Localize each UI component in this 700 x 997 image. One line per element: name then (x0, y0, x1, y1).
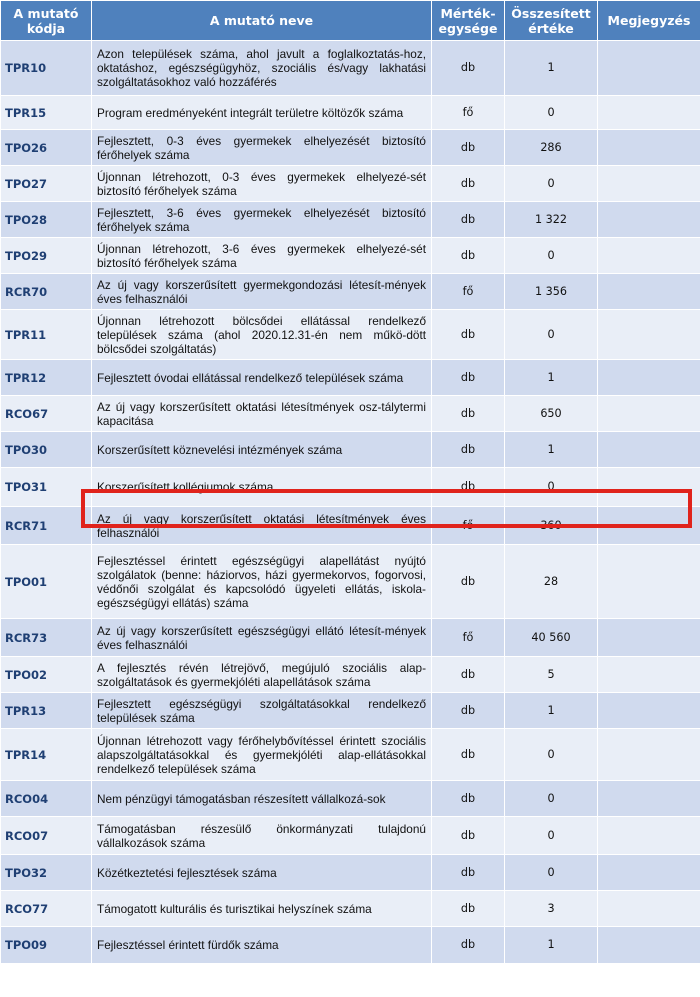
row-unit: fő (432, 507, 505, 545)
row-code: RCO07 (1, 817, 92, 855)
row-name: Fejlesztett, 0-3 éves gyermekek elhelyezését biztosító férőhelyek száma (92, 130, 432, 166)
header-code: A mutató kódja (1, 1, 92, 41)
table-row (1, 432, 700, 468)
table-row (1, 238, 700, 274)
table-row (1, 891, 700, 927)
row-value: 28 (505, 545, 598, 619)
header-value: Összesített értéke (505, 1, 598, 41)
row-name: Támogatásban részesülő önkormányzati tulajdonú vállalkozások száma (92, 817, 432, 855)
row-unit: db (432, 657, 505, 693)
row-unit: db (432, 817, 505, 855)
row-name: Fejlesztett egészségügyi szolgáltatásokkal rendelkező települések száma (92, 693, 432, 729)
table-row (1, 468, 700, 507)
row-unit: db (432, 693, 505, 729)
row-note (598, 468, 700, 507)
row-note (598, 274, 700, 310)
row-value: 1 (505, 432, 598, 468)
row-value: 0 (505, 310, 598, 360)
table-row (1, 310, 700, 360)
row-unit: db (432, 855, 505, 891)
row-value: 1 (505, 360, 598, 396)
table-row (1, 619, 700, 657)
row-value: 1 (505, 41, 598, 96)
row-note (598, 891, 700, 927)
table-row (1, 693, 700, 729)
row-name: Újonnan létrehozott, 0-3 éves gyermekek elhelyezé-sét biztosító férőhelyek száma (92, 166, 432, 202)
row-unit: fő (432, 274, 505, 310)
row-note (598, 238, 700, 274)
table-row (1, 657, 700, 693)
row-note (598, 729, 700, 781)
row-code: RCR73 (1, 619, 92, 657)
table-row (1, 130, 700, 166)
row-name: Fejlesztett óvodai ellátással rendelkező települések száma (92, 360, 432, 396)
row-unit: db (432, 729, 505, 781)
row-note (598, 817, 700, 855)
row-code: RCO77 (1, 891, 92, 927)
row-note (598, 619, 700, 657)
row-unit: db (432, 130, 505, 166)
row-code: TPO28 (1, 202, 92, 238)
row-code: TPO09 (1, 927, 92, 964)
table-row (1, 360, 700, 396)
row-name: Újonnan létrehozott, 3-6 éves gyermekek elhelyezé-sét biztosító férőhelyek száma (92, 238, 432, 274)
row-note (598, 396, 700, 432)
row-note (598, 41, 700, 96)
row-unit: db (432, 468, 505, 507)
row-note (598, 310, 700, 360)
row-value: 1 356 (505, 274, 598, 310)
row-unit: db (432, 202, 505, 238)
row-code: TPR11 (1, 310, 92, 360)
row-value: 0 (505, 96, 598, 130)
table-row (1, 545, 700, 619)
row-name: Az új vagy korszerűsített oktatási létesítmények osz-tálytermi kapacitása (92, 396, 432, 432)
row-name: Az új vagy korszerűsített egészségügyi ellátó létesít-mények éves felhasználói (92, 619, 432, 657)
row-value: 5 (505, 657, 598, 693)
row-code: TPR15 (1, 96, 92, 130)
row-code: TPR13 (1, 693, 92, 729)
table-row (1, 817, 700, 855)
row-note (598, 927, 700, 964)
row-note (598, 781, 700, 817)
row-code: TPO02 (1, 657, 92, 693)
row-unit: db (432, 891, 505, 927)
row-code: RCO04 (1, 781, 92, 817)
header-unit: Mérték-egysége (432, 1, 505, 41)
row-name: Fejlesztett, 3-6 éves gyermekek elhelyezését biztosító férőhelyek száma (92, 202, 432, 238)
row-name: Újonnan létrehozott bölcsődei ellátással rendelkező települések száma (ahol 2020.12.31-én nem műkö-dött bölcsődei szolgáltatás) (92, 310, 432, 360)
row-code: TPO30 (1, 432, 92, 468)
row-name: Fejlesztéssel érintett egészségügyi alapellátást nyújtó szolgálatok (benne: háziorvos, házi gyermekorvos, fogorvosi, védőnői szolgálat és kapcsolódó ügyeleti ellátás, iskola-egészségügyi ellátás) száma (92, 545, 432, 619)
row-name: Az új vagy korszerűsített oktatási létesítmények éves felhasználói (92, 507, 432, 545)
table-body (1, 41, 700, 964)
row-name: Azon települések száma, ahol javult a foglalkoztatás-hoz, oktatáshoz, egészségügyhöz, szociális és/vagy lakhatási szolgáltatásokhoz való hozzáférés (92, 41, 432, 96)
table-row (1, 729, 700, 781)
row-code: RCR70 (1, 274, 92, 310)
table-row (1, 202, 700, 238)
row-code: TPO31 (1, 468, 92, 507)
header-name: A mutató neve (92, 1, 432, 41)
row-code: TPR14 (1, 729, 92, 781)
row-note (598, 202, 700, 238)
row-name: Nem pénzügyi támogatásban részesített vállalkozá-sok (92, 781, 432, 817)
row-code: TPO32 (1, 855, 92, 891)
row-code: TPR10 (1, 41, 92, 96)
row-unit: db (432, 310, 505, 360)
table-row (1, 274, 700, 310)
row-note (598, 507, 700, 545)
row-value: 0 (505, 166, 598, 202)
row-code: TPO01 (1, 545, 92, 619)
row-unit: fő (432, 96, 505, 130)
row-name: Korszerűsített köznevelési intézmények száma (92, 432, 432, 468)
table-row (1, 396, 700, 432)
row-note (598, 545, 700, 619)
header-note: Megjegyzés (598, 1, 700, 41)
row-unit: db (432, 166, 505, 202)
row-value: 1 (505, 693, 598, 729)
row-code: TPO26 (1, 130, 92, 166)
row-name: Fejlesztéssel érintett fürdők száma (92, 927, 432, 964)
row-note (598, 693, 700, 729)
row-code: TPR12 (1, 360, 92, 396)
row-value: 40 560 (505, 619, 598, 657)
row-note (598, 96, 700, 130)
row-code: TPO29 (1, 238, 92, 274)
table-row (1, 166, 700, 202)
row-name: Támogatott kulturális és turisztikai helyszínek száma (92, 891, 432, 927)
table-header-row (1, 1, 700, 41)
row-unit: fő (432, 619, 505, 657)
row-unit: db (432, 238, 505, 274)
row-value: 1 322 (505, 202, 598, 238)
row-value: 0 (505, 855, 598, 891)
row-unit: db (432, 545, 505, 619)
row-name: Korszerűsített kollégiumok száma (92, 468, 432, 507)
row-value: 0 (505, 729, 598, 781)
table-row (1, 41, 700, 96)
row-code: RCO67 (1, 396, 92, 432)
row-code: TPO27 (1, 166, 92, 202)
row-unit: db (432, 41, 505, 96)
row-value: 360 (505, 507, 598, 545)
row-name: A fejlesztés révén létrejövő, megújuló szociális alap-szolgáltatások és gyermekjóléti alapellátások száma (92, 657, 432, 693)
row-name: Az új vagy korszerűsített gyermekgondozási létesít-mények éves felhasználói (92, 274, 432, 310)
row-name: Közétkeztetési fejlesztések száma (92, 855, 432, 891)
row-name: Újonnan létrehozott vagy férőhelybővítéssel érintett szociális alapszolgáltatásokkal és gyermekjóléti alap-ellátásokkal rendelkező települések száma (92, 729, 432, 781)
row-note (598, 166, 700, 202)
row-value: 0 (505, 468, 598, 507)
row-unit: db (432, 432, 505, 468)
row-note (598, 657, 700, 693)
row-note (598, 855, 700, 891)
row-unit: db (432, 396, 505, 432)
row-value: 650 (505, 396, 598, 432)
row-name: Program eredményeként integrált területre költözők száma (92, 96, 432, 130)
table-row (1, 927, 700, 964)
row-note (598, 432, 700, 468)
table-row (1, 96, 700, 130)
row-value: 0 (505, 781, 598, 817)
row-value: 0 (505, 817, 598, 855)
row-note (598, 360, 700, 396)
row-value: 3 (505, 891, 598, 927)
table-row (1, 855, 700, 891)
row-value: 286 (505, 130, 598, 166)
row-unit: db (432, 927, 505, 964)
row-value: 1 (505, 927, 598, 964)
row-code: RCR71 (1, 507, 92, 545)
table-row (1, 507, 700, 545)
row-unit: db (432, 781, 505, 817)
table-row (1, 781, 700, 817)
row-value: 0 (505, 238, 598, 274)
row-unit: db (432, 360, 505, 396)
row-note (598, 130, 700, 166)
